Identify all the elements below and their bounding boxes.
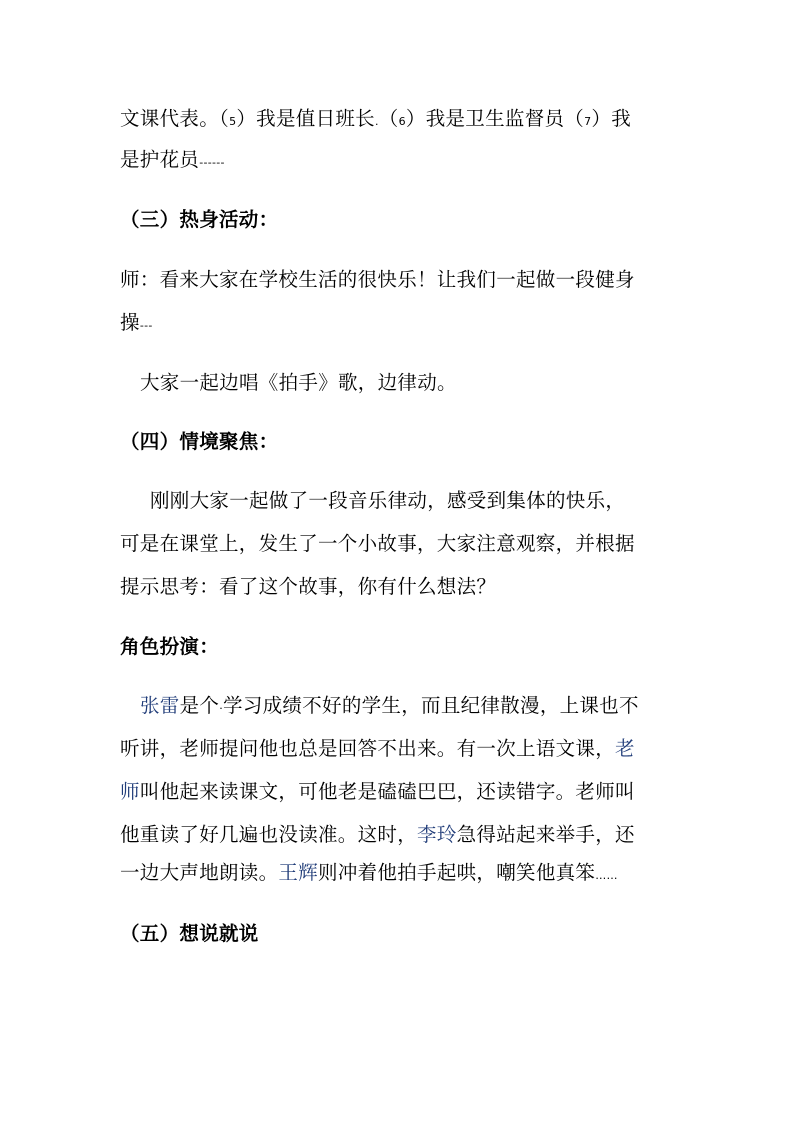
text: ）我 [591, 107, 632, 130]
character-name: 王辉 [278, 861, 319, 884]
heading-warmup: （三）热身活动： [120, 208, 279, 231]
text: 是个 [179, 694, 220, 717]
punctuation: · [219, 702, 224, 715]
number: 5 [229, 115, 237, 128]
text: 是护花员 [120, 148, 200, 171]
number: 6 [398, 115, 406, 128]
paragraph-scenario-line-2: 可是在课堂上，发生了一个小故事，大家注意观察，并根据 [120, 532, 635, 555]
story-line-3 [120, 775, 635, 809]
paragraph-roles-line-1 [120, 102, 631, 139]
paragraph-teacher-line-2 [120, 306, 153, 343]
text: 叫他起来读课文，可他老是磕磕巴巴，还读错字。老师叫 [139, 780, 635, 803]
heading-speak-up: （五）想说就说 [120, 922, 259, 945]
paragraph-scenario-line-1: 刚刚大家一起做了一段音乐律动，感受到集体的快乐， [150, 489, 626, 512]
paragraph-teacher-line-1: 师：看来大家在学校生活的很快乐！让我们一起做一段健身 [120, 268, 635, 291]
story-line-4 [120, 818, 635, 852]
text: 则冲着他拍手起哄，嘲笑他真笨 [318, 861, 596, 884]
character-name: 张雷 [140, 694, 180, 717]
heading-scenario: （四）情境聚焦： [120, 430, 279, 453]
paragraph-sing: 大家一起边唱《拍手》歌，边律动。 [140, 371, 457, 394]
text: （ [378, 107, 399, 130]
story-line-5 [120, 856, 618, 893]
text: ）我是值日班长 [236, 107, 375, 130]
story-line-2 [120, 732, 635, 766]
paragraph-scenario-line-3: 提示思考：看了这个故事，你有什么想法？ [120, 575, 497, 598]
text: 操 [120, 311, 140, 334]
text: ）我是卫生监督员（ [405, 107, 585, 130]
heading-role-play: 角色扮演： [120, 635, 220, 658]
text: 文课代表。（ [120, 107, 230, 130]
character-name: 李玲 [417, 823, 457, 846]
dashes: --- [139, 319, 153, 332]
story-line-1 [140, 689, 639, 726]
text: 学习成绩不好的学生，而且纪律散漫，上课也不 [223, 694, 639, 717]
character-name: 师 [120, 780, 140, 803]
number: 7 [584, 115, 592, 128]
paragraph-roles-line-2 [120, 143, 225, 180]
text: 急得站起来举手，还 [456, 823, 635, 846]
text: 一边大声地朗读。 [120, 861, 279, 884]
dashes: ------ [199, 156, 225, 169]
text: 听讲，老师提问他也总是回答不出来。有一次上语文课， [120, 737, 616, 760]
text: 他重读了好几遍也没读准。这时， [120, 823, 418, 846]
character-name: 老 [615, 737, 635, 760]
punctuation: . [374, 115, 379, 128]
ellipsis: …… [595, 869, 618, 882]
